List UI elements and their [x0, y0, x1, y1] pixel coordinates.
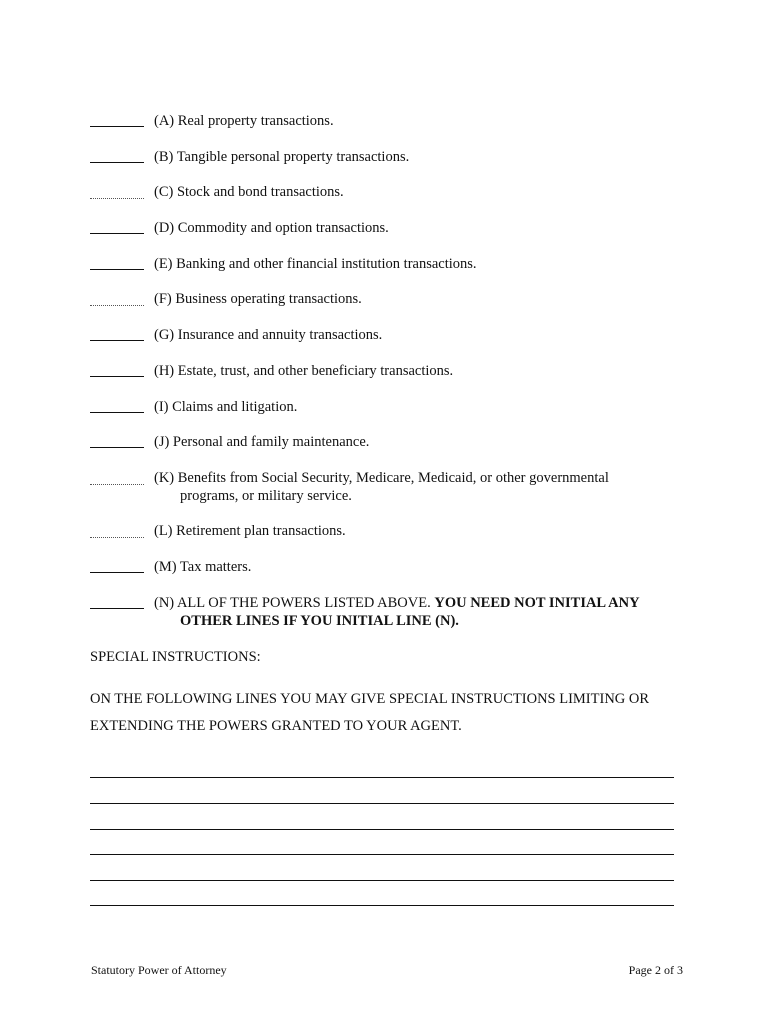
item-label: (F) Business operating transactions. — [154, 291, 362, 307]
special-instructions-heading: SPECIAL INSTRUCTIONS: — [90, 649, 261, 665]
initial-blank-line[interactable] — [90, 305, 144, 306]
initial-blank-line[interactable] — [90, 340, 144, 341]
item-label-line2: programs, or military service. — [180, 488, 352, 504]
instruction-line[interactable] — [90, 880, 674, 881]
item-label: (D) Commodity and option transactions. — [154, 220, 389, 236]
initial-blank-line[interactable] — [90, 412, 144, 413]
initial-blank-line[interactable] — [90, 608, 144, 609]
initial-blank-line[interactable] — [90, 376, 144, 377]
item-label-bold: YOU NEED NOT INITIAL ANY — [434, 595, 640, 611]
instruction-line[interactable] — [90, 777, 674, 778]
item-label: (M) Tax matters. — [154, 559, 252, 575]
instruction-line[interactable] — [90, 854, 674, 855]
initial-blank-line[interactable] — [90, 484, 144, 485]
initial-blank-line[interactable] — [90, 572, 144, 573]
item-label-bold-line2: OTHER LINES IF YOU INITIAL LINE (N). — [180, 613, 459, 629]
item-label — [154, 594, 674, 630]
instruction-line[interactable] — [90, 829, 674, 830]
item-label: (E) Banking and other financial institution transactions. — [154, 256, 477, 272]
initial-blank-line[interactable] — [90, 537, 144, 538]
item-label: (I) Claims and litigation. — [154, 399, 298, 415]
instruction-line[interactable] — [90, 905, 674, 906]
item-label — [154, 469, 674, 505]
item-label: (L) Retirement plan transactions. — [154, 523, 346, 539]
item-label-line1: (K) Benefits from Social Security, Medicare, Medicaid, or other governmental — [154, 470, 609, 486]
initial-blank-line[interactable] — [90, 198, 144, 199]
initial-blank-line[interactable] — [90, 447, 144, 448]
page-number: Page 2 of 3 — [628, 963, 683, 977]
item-label: (A) Real property transactions. — [154, 113, 334, 129]
initial-blank-line[interactable] — [90, 233, 144, 234]
footer-title: Statutory Power of Attorney — [91, 963, 227, 977]
initial-blank-line[interactable] — [90, 162, 144, 163]
item-label: (J) Personal and family maintenance. — [154, 434, 370, 450]
item-label: (H) Estate, trust, and other beneficiary transactions. — [154, 363, 454, 379]
special-instructions-text: ON THE FOLLOWING LINES YOU MAY GIVE SPECIAL INSTRUCTIONS LIMITING OR EXTENDING THE POWERS GRANTED TO YOUR AGENT. — [90, 691, 650, 734]
initial-blank-line[interactable] — [90, 126, 144, 127]
instruction-line[interactable] — [90, 803, 674, 804]
item-label: (C) Stock and bond transactions. — [154, 184, 344, 200]
item-label-line1: (N) ALL OF THE POWERS LISTED ABOVE. — [154, 595, 431, 611]
item-label: (G) Insurance and annuity transactions. — [154, 327, 383, 343]
initial-blank-line[interactable] — [90, 269, 144, 270]
item-label: (B) Tangible personal property transactions. — [154, 149, 410, 165]
